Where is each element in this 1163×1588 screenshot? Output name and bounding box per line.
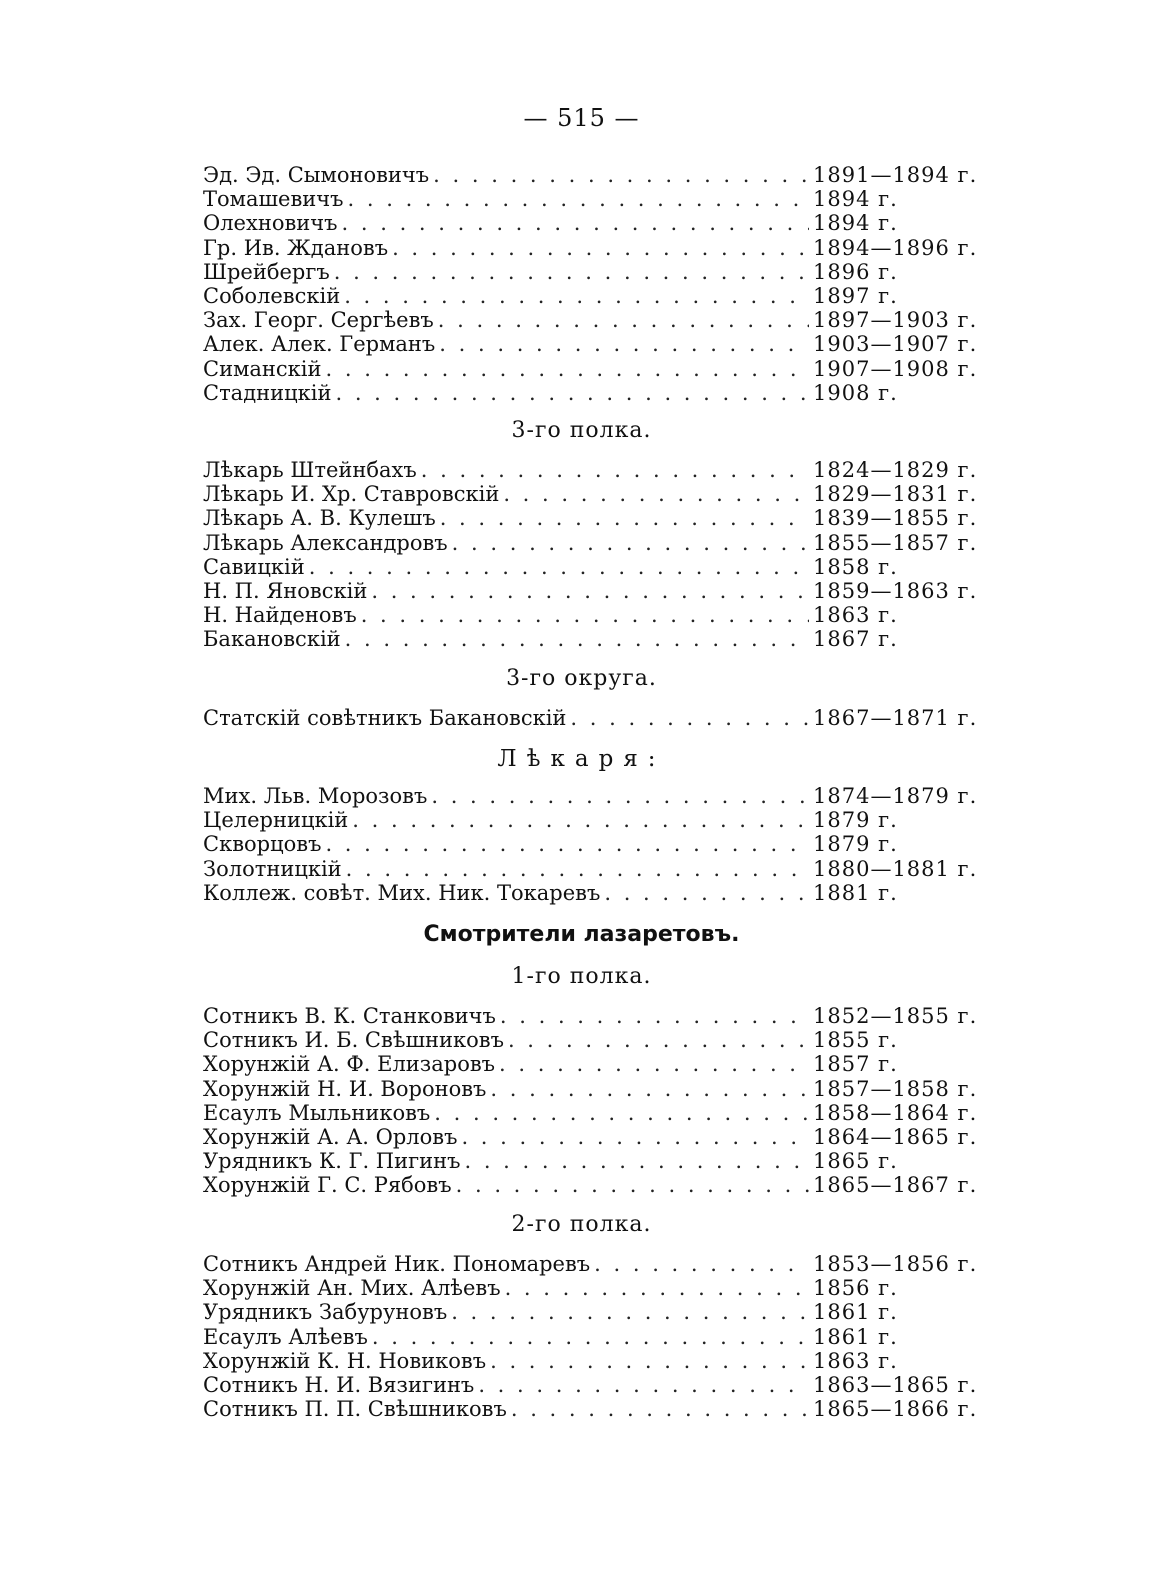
entry-years: 1853—1856 г. (813, 1252, 978, 1276)
entry-years: 1857 г. (813, 1052, 898, 1077)
dot-leader (508, 1028, 809, 1052)
dot-leader (456, 1173, 809, 1197)
list-item (203, 832, 993, 856)
list-item (203, 211, 993, 235)
dot-leader (570, 706, 809, 730)
dot-leader (334, 260, 809, 284)
entry-years: 1894 г. (813, 187, 898, 212)
entry-name: Хорунжій Н. И. Вороновъ (203, 1076, 487, 1101)
entry-name: Алек. Алек. Германъ (203, 332, 436, 357)
section-title: Смотрители лазаретовъ. (423, 922, 740, 947)
list-item (203, 163, 993, 187)
dot-leader (434, 1101, 809, 1125)
entry-name: Лѣкарь Александровъ (203, 530, 448, 555)
entry-name: Н. П. Яновскій (203, 578, 368, 603)
list-item (203, 1052, 993, 1076)
list-item (203, 1173, 993, 1197)
entry-years: 1858—1864 г. (813, 1100, 978, 1125)
list-item (203, 506, 993, 530)
list-item (203, 1252, 993, 1276)
entry-years: 1829—1831 г. (813, 482, 978, 507)
dot-leader (439, 332, 809, 356)
entry-years: 1863 г. (813, 603, 898, 628)
entry-name: Гр. Ив. Ждановъ (203, 235, 389, 260)
entry-name: Зах. Георг. Сергѣевъ (203, 308, 434, 333)
list-item (203, 236, 993, 260)
entry-name: Хорунжій Ан. Мих. Алѣевъ (203, 1276, 501, 1301)
list-item (203, 1397, 993, 1421)
list-item (203, 808, 993, 832)
entry-name: Лѣкарь Штейнбахъ (203, 458, 417, 482)
list-item (203, 308, 993, 332)
entry-name: Эд. Эд. Сымоновичъ (203, 163, 430, 187)
dot-leader (511, 1397, 809, 1421)
entry-years: 1894—1896 г. (813, 235, 978, 260)
entry-name: Савицкій (203, 554, 305, 579)
dot-leader (361, 603, 809, 627)
entry-name: Сотникъ Н. И. Вязигинъ (203, 1372, 475, 1397)
entry-years: 1855 г. (813, 1028, 898, 1053)
entry-years: 1879 г. (813, 832, 898, 857)
entry-years: 1907—1908 г. (813, 356, 978, 381)
entry-list (203, 784, 993, 905)
list-item (203, 458, 993, 482)
list-item (203, 1373, 993, 1397)
entry-years: 1903—1907 г. (813, 332, 978, 357)
entry-years: 1864—1865 г. (813, 1124, 978, 1149)
dot-leader (505, 1276, 809, 1300)
list-item (203, 555, 993, 579)
dot-leader (326, 357, 809, 381)
entry-list (203, 1004, 993, 1198)
dot-leader (594, 1252, 809, 1276)
list-item (203, 381, 993, 405)
entry-years: 1865—1866 г. (813, 1397, 978, 1422)
dot-leader (431, 784, 809, 808)
entry-years: 1881 г. (813, 880, 898, 905)
dot-leader (335, 381, 809, 405)
entry-years: 1891—1894 г. (813, 163, 978, 187)
section-heading: 2-го полка. (511, 1212, 652, 1237)
entry-list (203, 1252, 993, 1421)
entry-name: Статскій совѣтникъ Бакановскій (203, 706, 567, 730)
entry-name: Сотникъ В. К. Станковичъ (203, 1004, 496, 1028)
dot-leader (325, 832, 809, 856)
list-item (203, 1349, 993, 1373)
entry-name: Соболевскій (203, 283, 341, 308)
list-item (203, 332, 993, 356)
dot-leader (348, 187, 809, 211)
list-item (203, 482, 993, 506)
list-item (203, 784, 993, 808)
entry-name: Сотникъ И. Б. Свѣшниковъ (203, 1028, 504, 1053)
list-item (203, 1028, 993, 1052)
entry-list (203, 163, 993, 405)
dot-leader (478, 1373, 809, 1397)
section-heading: 1-го полка. (511, 964, 652, 989)
list-item (203, 1300, 993, 1324)
list-item (203, 357, 993, 381)
entry-name: Мих. Льв. Морозовъ (203, 784, 428, 808)
dot-leader (451, 1300, 809, 1324)
dot-leader (500, 1004, 809, 1028)
list-item (203, 1101, 993, 1125)
entry-name: Есаулъ Алѣевъ (203, 1324, 368, 1349)
dot-leader (352, 808, 809, 832)
entry-name: Хорунжій А. Ф. Елизаровъ (203, 1052, 496, 1077)
entry-years: 1861 г. (813, 1300, 898, 1325)
entry-years: 1856 г. (813, 1276, 898, 1301)
entry-years: 1867—1871 г. (813, 706, 978, 730)
list-item (203, 187, 993, 211)
dot-leader (490, 1077, 809, 1101)
entry-years: 1863—1865 г. (813, 1372, 978, 1397)
dot-leader (503, 482, 809, 506)
list-item (203, 1077, 993, 1101)
list-item (203, 1004, 993, 1028)
entry-years: 1863 г. (813, 1348, 898, 1373)
entry-years: 1894 г. (813, 211, 898, 236)
entry-name: Лѣкарь А. В. Кулешъ (203, 506, 436, 531)
dot-leader (604, 881, 809, 905)
dot-leader (461, 1125, 809, 1149)
dot-leader (464, 1149, 809, 1173)
list-item (203, 284, 993, 308)
entry-list (203, 458, 993, 652)
entry-years: 1896 г. (813, 259, 898, 284)
dot-leader (309, 555, 809, 579)
entry-years: 1855—1857 г. (813, 530, 978, 555)
entry-name: Урядникъ Забуруновъ (203, 1300, 448, 1325)
entry-name: Шрейбергъ (203, 259, 330, 284)
section-heading: Лѣкаря: (497, 746, 666, 772)
entry-name: Коллеж. совѣт. Мих. Ник. Токаревъ (203, 880, 601, 905)
dot-leader (499, 1052, 809, 1076)
list-item (203, 857, 993, 881)
entry-list (203, 706, 993, 730)
entry-name: Сотникъ Андрей Ник. Пономаревъ (203, 1252, 591, 1276)
entry-name: Бакановскій (203, 627, 341, 652)
entry-years: 1859—1863 г. (813, 578, 978, 603)
dot-leader (342, 211, 809, 235)
list-item (203, 1276, 993, 1300)
entry-years: 1897—1903 г. (813, 308, 978, 333)
section-heading: 3-го полка. (511, 418, 652, 443)
entry-years: 1867 г. (813, 627, 898, 652)
list-item (203, 579, 993, 603)
entry-name: Олехновичъ (203, 211, 338, 236)
list-item (203, 881, 993, 905)
entry-years: 1897 г. (813, 283, 898, 308)
dot-leader (392, 236, 809, 260)
entry-years: 1865—1867 г. (813, 1173, 978, 1198)
dot-leader (372, 1325, 809, 1349)
entry-name: Урядникъ К. Г. Пигинъ (203, 1149, 461, 1174)
dot-leader (346, 857, 809, 881)
entry-name: Золотницкій (203, 856, 342, 881)
entry-name: Лѣкарь И. Хр. Ставровскій (203, 482, 500, 507)
entry-name: Целерницкій (203, 808, 349, 833)
entry-years: 1824—1829 г. (813, 458, 978, 482)
dot-leader (440, 506, 809, 530)
list-item (203, 531, 993, 555)
dot-leader (421, 458, 809, 482)
dot-leader (344, 284, 809, 308)
dot-leader (345, 627, 809, 651)
entry-years: 1880—1881 г. (813, 856, 978, 881)
section-heading: 3-го округа. (506, 666, 657, 691)
entry-name: Хорунжій К. Н. Новиковъ (203, 1348, 487, 1373)
list-item (203, 1325, 993, 1349)
entry-name: Томашевичъ (203, 187, 344, 212)
list-item (203, 627, 993, 651)
entry-name: Н. Найденовъ (203, 603, 357, 628)
dot-leader (433, 163, 809, 187)
entry-years: 1858 г. (813, 554, 898, 579)
list-item (203, 706, 993, 730)
entry-name: Есаулъ Мыльниковъ (203, 1100, 431, 1125)
entry-name: Стадницкій (203, 380, 332, 405)
list-item (203, 1149, 993, 1173)
entry-years: 1852—1855 г. (813, 1004, 978, 1028)
entry-years: 1839—1855 г. (813, 506, 978, 531)
list-item (203, 603, 993, 627)
entry-years: 1879 г. (813, 808, 898, 833)
entry-years: 1857—1858 г. (813, 1076, 978, 1101)
entry-years: 1908 г. (813, 380, 898, 405)
entry-name: Симанскій (203, 356, 322, 381)
entry-name: Скворцовъ (203, 832, 322, 857)
entry-name: Хорунжій А. А. Орловъ (203, 1124, 458, 1149)
entry-name: Сотникъ П. П. Свѣшниковъ (203, 1397, 507, 1422)
dot-leader (438, 308, 809, 332)
entry-years: 1861 г. (813, 1324, 898, 1349)
page-number: — 515 — (523, 104, 640, 132)
dot-leader (490, 1349, 809, 1373)
entry-name: Хорунжій Г. С. Рябовъ (203, 1173, 452, 1198)
entry-years: 1874—1879 г. (813, 784, 978, 808)
dot-leader (371, 579, 809, 603)
entry-years: 1865 г. (813, 1149, 898, 1174)
dot-leader (452, 531, 809, 555)
list-item (203, 260, 993, 284)
list-item (203, 1125, 993, 1149)
